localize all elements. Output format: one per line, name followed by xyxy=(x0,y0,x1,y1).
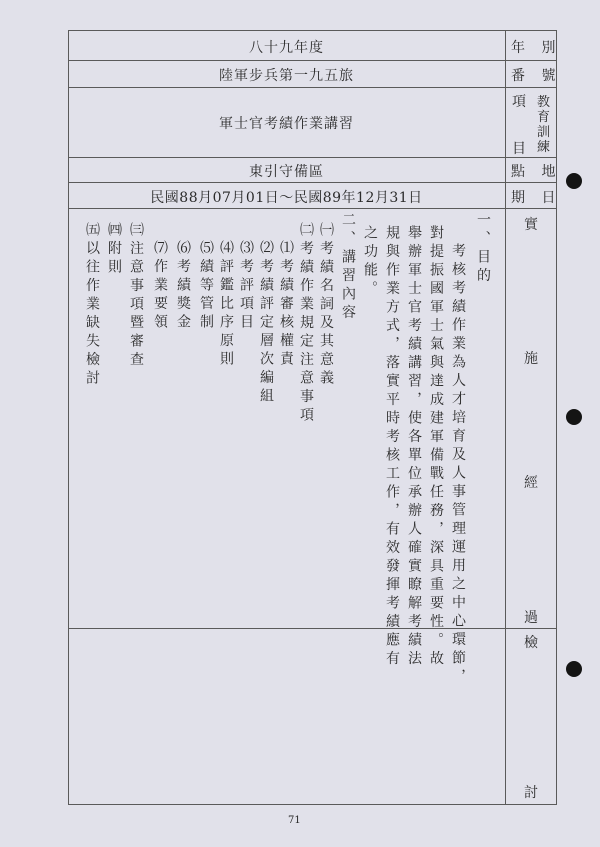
location-value: 東引守備區 xyxy=(249,164,324,180)
row-divider-3 xyxy=(68,157,557,158)
practice-label-char: 實 xyxy=(524,217,544,233)
content-line: 之功能。 xyxy=(362,225,378,299)
item-category-char: 育 xyxy=(537,110,551,125)
unit-value: 陸軍步兵第一九五旅 xyxy=(219,68,354,84)
content-line: ⑺作業要領 xyxy=(152,240,168,333)
content-line: ⑵考績評定層次編組 xyxy=(258,240,274,407)
practice-label-char: 過 xyxy=(524,610,544,626)
review-label-char: 檢 xyxy=(524,635,544,651)
content-line: ⑸績等管制 xyxy=(198,240,214,333)
content-line: ㈡考績作業規定注意事項 xyxy=(298,222,314,426)
item-category-char: 練 xyxy=(537,140,551,155)
row-divider-5 xyxy=(68,208,557,209)
binder-hole xyxy=(566,173,582,189)
item-label-bottom: 目 xyxy=(512,141,532,157)
content-line: ⑴考績審核權責 xyxy=(278,240,294,370)
content-line: 對提振國軍士氣與達成建軍備戰任務，深具重要性。故 xyxy=(428,225,444,669)
unit-label: 番 號 xyxy=(511,68,562,84)
year-label: 年 別 xyxy=(511,40,562,56)
row-divider-1 xyxy=(68,60,557,61)
period-label: 期 日 xyxy=(511,190,562,206)
item-category-char: 教 xyxy=(537,95,551,110)
content-line: 舉辦軍士官考績講習，使各單位承辦人確實瞭解考績法 xyxy=(406,225,422,669)
content-line: 考核考績作業為人才培育及人事管理運用之中心環節， xyxy=(450,243,466,687)
section1-title: 一、目的 xyxy=(475,212,491,286)
content-line: ⑶考評項目 xyxy=(238,240,254,333)
content-line: ㈤以往作業缺失檢討 xyxy=(84,222,100,389)
item-label-top: 項 xyxy=(512,94,532,110)
content-line: ㈠考績名詞及其意義 xyxy=(318,222,334,389)
label-column-divider xyxy=(505,30,506,805)
content-line: 規與作業方式，落實平時考核工作，有效發揮考績應有 xyxy=(384,225,400,669)
practice-label-char: 經 xyxy=(524,475,544,491)
practice-label-char: 施 xyxy=(524,351,544,367)
content-line: ⑹考績獎金 xyxy=(175,240,191,333)
item-category-char: 訓 xyxy=(537,125,551,140)
review-label-char: 討 xyxy=(524,785,544,801)
binder-hole xyxy=(566,409,582,425)
page-number: 71 xyxy=(288,815,301,826)
content-line: ㈣附則 xyxy=(106,222,122,278)
period-value: 民國88月07月01日～民國89年12月31日 xyxy=(150,190,423,206)
binder-hole xyxy=(566,661,582,677)
item-value: 軍士官考績作業講習 xyxy=(219,116,354,132)
content-line: ㈢注意事項暨審查 xyxy=(128,222,144,370)
row-divider-6 xyxy=(68,628,557,629)
section2-title: 二、講習內容 xyxy=(340,212,356,323)
row-divider-4 xyxy=(68,182,557,183)
year-value: 八十九年度 xyxy=(249,40,324,56)
content-line: ⑷評鑑比序原則 xyxy=(218,240,234,370)
location-label: 點 地 xyxy=(511,164,562,180)
row-divider-2 xyxy=(68,87,557,88)
